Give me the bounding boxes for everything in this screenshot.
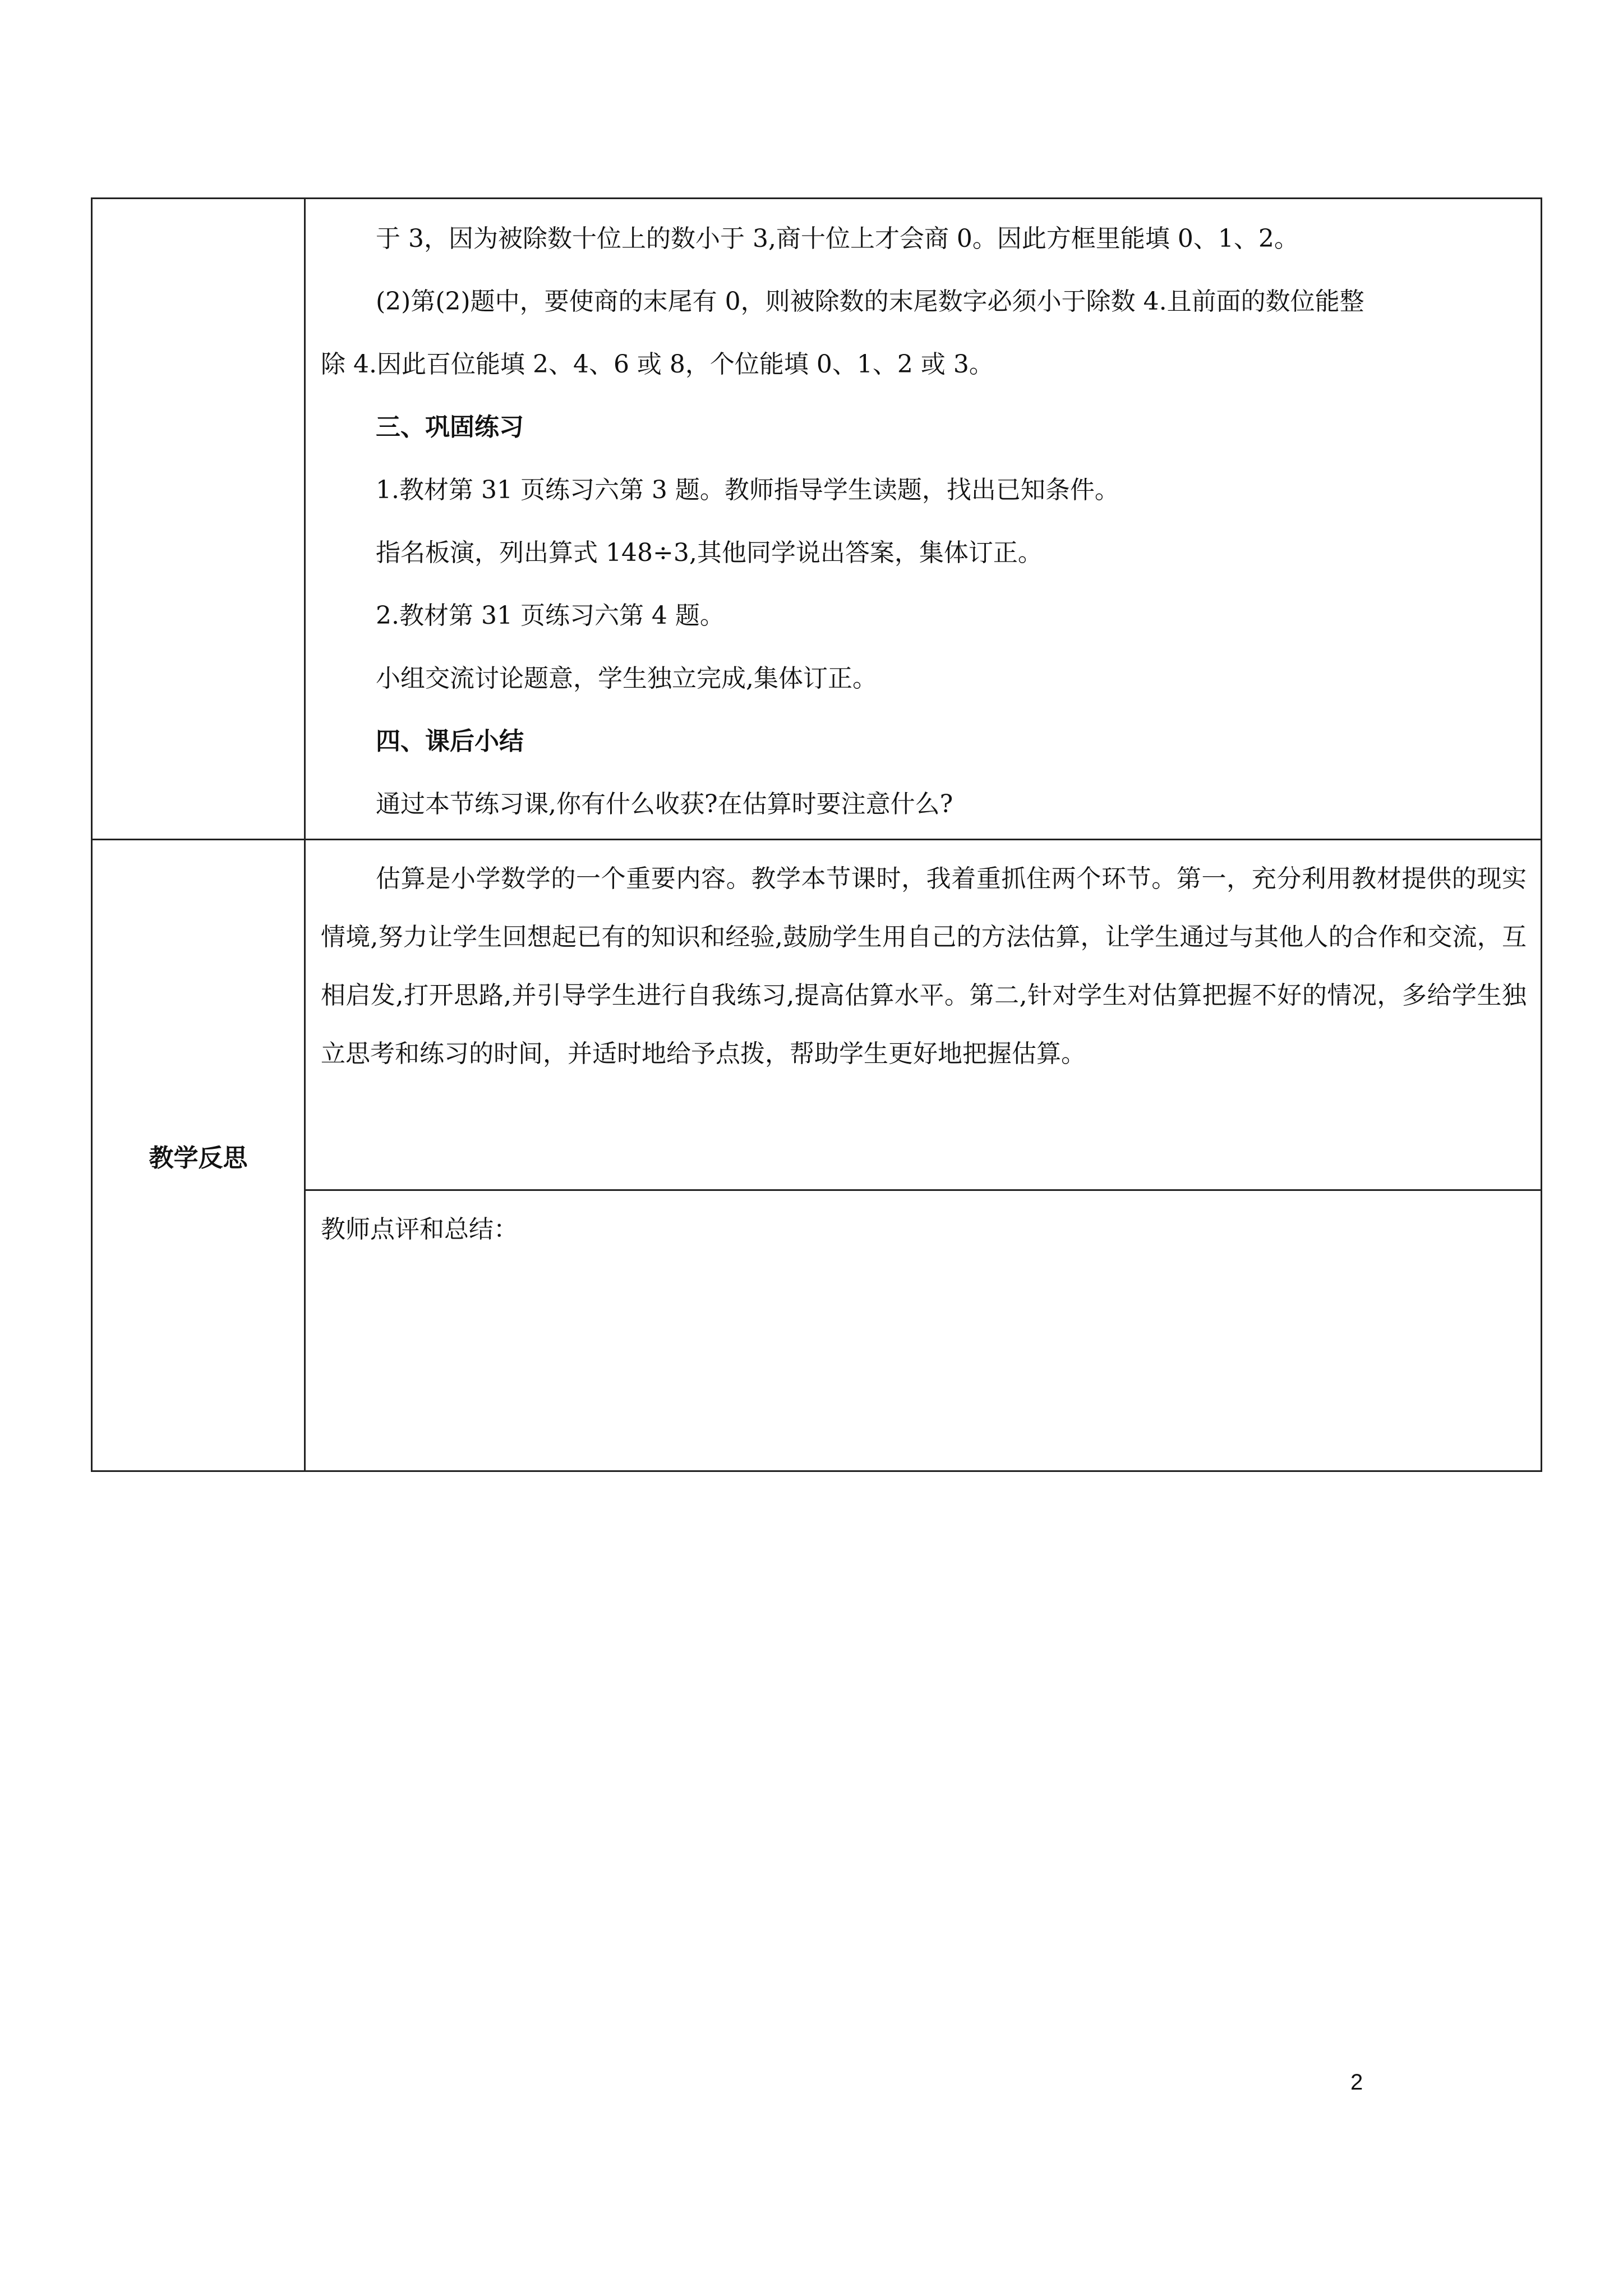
lesson-content-cell xyxy=(321,208,1527,830)
reflection-label-cell xyxy=(93,841,304,1470)
content-line: 除 4.因此百位能填 2、4、6 或 8，个位能填 0、1、2 或 3。 xyxy=(321,350,994,379)
content-line: 小组交流讨论题意，学生独立完成,集体订正。 xyxy=(376,664,877,693)
content-line: (2)第(2)题中，要使商的末尾有 0，则被除数的末尾数字必须小于除数 4.且前面的数位能整 xyxy=(376,287,1364,316)
content-line: 1.教材第 31 页练习六第 3 题。教师指导学生读题，找出已知条件。 xyxy=(376,476,1119,504)
table-column-divider xyxy=(304,197,306,1472)
table-row-divider xyxy=(91,839,1542,840)
reflection-paragraph: 估算是小学数学的一个重要内容。教学本节课时，我着重抓住两个环节。第一，充分利用教材提供的现实情境,努力让学生回想起已有的知识和经验,鼓励学生用自己的方法估算，让学生通过与其他人的合作和交流，互相启发,打开思路,并引导学生进行自我练习,提高估算水平。第二,针对学生对估算把握不好的情况，多给学生独立思考和练习的时间，并适时地给予点拨，帮助学生更好地把握估算。 xyxy=(321,864,1527,1068)
reflection-label: 教学反思 xyxy=(149,1144,248,1172)
content-line: 于 3，因为被除数十位上的数小于 3,商十位上才会商 0。因此方框里能填 0、1、2。 xyxy=(376,224,1299,253)
content-line: 指名板演，列出算式 148÷3,其他同学说出答案，集体订正。 xyxy=(376,539,1043,567)
table-row-divider xyxy=(304,1189,1542,1191)
content-line: 通过本节练习课,你有什么收获?在估算时要注意什么? xyxy=(376,790,953,818)
section-heading: 三、巩固练习 xyxy=(376,413,524,441)
section-heading: 四、课后小结 xyxy=(376,727,524,756)
teacher-comment-cell xyxy=(321,1200,1527,1458)
teacher-comment-label: 教师点评和总结： xyxy=(321,1215,518,1244)
content-line: 2.教材第 31 页练习六第 4 题。 xyxy=(376,601,725,630)
reflection-text-cell xyxy=(321,850,1527,1181)
page-number: 2 xyxy=(1350,2070,1363,2095)
